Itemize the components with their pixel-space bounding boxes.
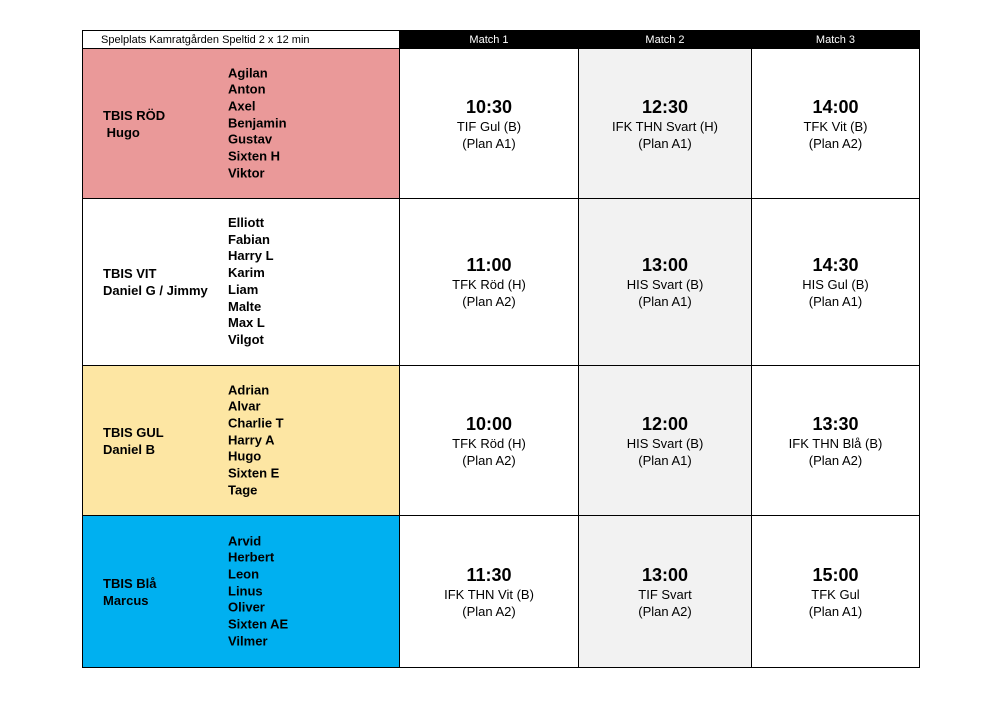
match-time: 11:00 xyxy=(466,255,512,275)
player-list xyxy=(228,215,274,349)
match-plan: (Plan A1) xyxy=(638,452,692,468)
player-name: Hugo xyxy=(228,448,262,464)
match-time: 12:30 xyxy=(641,96,689,117)
player-name: Linus xyxy=(228,583,263,599)
match-opponent: HIS Svart (B) xyxy=(626,277,704,292)
match-2-header: Match 2 xyxy=(578,30,752,49)
match-plan: (Plan A2) xyxy=(462,294,516,309)
player-name: Arvid xyxy=(228,533,262,549)
player-name: Harry A xyxy=(228,432,275,448)
match-opponent: TIF Svart xyxy=(638,586,692,602)
match-plan: (Plan A2) xyxy=(462,603,516,619)
match-cell xyxy=(399,48,579,199)
player-name: Tage xyxy=(228,482,258,498)
player-name: Adrian xyxy=(228,382,270,398)
team-coach: Marcus xyxy=(103,592,149,608)
match-plan: (Plan A1) xyxy=(462,135,516,151)
player-name: Sixten H xyxy=(228,148,281,164)
match-cell xyxy=(578,515,752,668)
team-cell-vit xyxy=(82,198,400,366)
player-name: Anton xyxy=(228,81,266,97)
team-name xyxy=(103,424,164,458)
match-1-header: Match 1 xyxy=(399,30,579,49)
match-cell xyxy=(751,198,920,366)
team-coach: Daniel B xyxy=(103,441,156,457)
team-cell-bla xyxy=(82,515,400,668)
team-name-line1: TBIS Blå xyxy=(103,575,157,591)
team-name xyxy=(103,265,208,299)
player-name: Alvar xyxy=(228,398,261,414)
player-name: Liam xyxy=(228,282,259,297)
match-time: 11:30 xyxy=(466,564,512,585)
match-time: 12:00 xyxy=(641,413,689,434)
match-plan: (Plan A2) xyxy=(462,452,516,468)
match-opponent: TIF Gul (B) xyxy=(456,118,522,134)
match-opponent: HIS Svart (B) xyxy=(626,435,704,451)
match-plan: (Plan A1) xyxy=(808,294,863,309)
match-3-header: Match 3 xyxy=(751,30,920,49)
match-cell xyxy=(578,48,752,199)
match-opponent: IFK THN Blå (B) xyxy=(788,435,883,451)
match-time: 14:00 xyxy=(812,96,859,117)
player-name: Benjamin xyxy=(228,115,287,131)
match-time: 13:30 xyxy=(812,413,859,434)
match-plan: (Plan A2) xyxy=(808,135,863,151)
match-opponent: IFK THN Vit (B) xyxy=(444,586,534,602)
match-time: 13:00 xyxy=(641,255,689,275)
match-plan: (Plan A1) xyxy=(638,135,692,151)
player-name: Karim xyxy=(228,265,265,281)
match-time: 10:30 xyxy=(465,96,513,117)
match-cell xyxy=(399,365,579,516)
match-plan: (Plan A1) xyxy=(808,603,863,619)
team-name xyxy=(103,107,165,141)
player-name: Malte xyxy=(228,298,262,314)
match-time: 10:00 xyxy=(465,413,513,434)
player-name: Vilmer xyxy=(228,633,268,649)
venue-info-header: Spelplats Kamratgården Speltid 2 x 12 min xyxy=(82,30,400,49)
player-name: Oliver xyxy=(228,599,265,615)
player-name: Herbert xyxy=(228,549,275,565)
match-plan: (Plan A2) xyxy=(808,452,863,468)
match-cell xyxy=(751,515,920,668)
match-cell xyxy=(578,365,752,516)
player-name: Harry L xyxy=(228,248,274,264)
schedule-table xyxy=(82,30,919,667)
match-opponent: TFK Gul xyxy=(811,586,860,602)
player-list xyxy=(228,533,288,650)
team-cell-rod xyxy=(82,48,400,199)
match-opponent: TFK Röd (H) xyxy=(452,435,526,451)
player-name: Agilan xyxy=(228,65,268,81)
team-name xyxy=(103,575,156,609)
match-opponent: TFK Röd (H) xyxy=(452,277,526,292)
player-list xyxy=(228,65,287,182)
player-name: Gustav xyxy=(228,131,273,147)
match-opponent: TFK Vit (B) xyxy=(803,118,868,134)
match-cell xyxy=(751,48,920,199)
player-name: Leon xyxy=(228,566,260,582)
player-name: Axel xyxy=(228,98,256,114)
match-cell xyxy=(578,198,752,366)
team-coach: Hugo xyxy=(103,124,140,140)
player-name: Max L xyxy=(228,315,265,331)
team-cell-gul xyxy=(82,365,400,516)
team-name-line1: TBIS VIT xyxy=(103,266,157,281)
match-time: 15:00 xyxy=(812,564,859,585)
team-name-line1: TBIS GUL xyxy=(103,424,164,440)
player-name: Vilgot xyxy=(228,332,264,348)
player-name: Elliott xyxy=(228,215,265,231)
player-name: Fabian xyxy=(228,231,270,247)
team-coach: Daniel G / Jimmy xyxy=(103,283,208,298)
player-name: Charlie T xyxy=(228,415,284,431)
match-plan: (Plan A2) xyxy=(638,603,692,619)
match-time: 14:30 xyxy=(812,255,859,275)
match-plan: (Plan A1) xyxy=(638,294,692,309)
player-name: Viktor xyxy=(228,165,265,181)
team-name-line1: TBIS RÖD xyxy=(103,107,166,123)
match-time: 13:00 xyxy=(641,564,689,585)
match-opponent: HIS Gul (B) xyxy=(802,277,869,292)
match-cell xyxy=(399,515,579,668)
player-name: Sixten AE xyxy=(228,616,289,632)
match-cell xyxy=(751,365,920,516)
match-cell xyxy=(399,198,579,366)
player-name: Sixten E xyxy=(228,465,280,481)
player-list xyxy=(228,382,284,499)
match-opponent: IFK THN Svart (H) xyxy=(612,118,718,134)
